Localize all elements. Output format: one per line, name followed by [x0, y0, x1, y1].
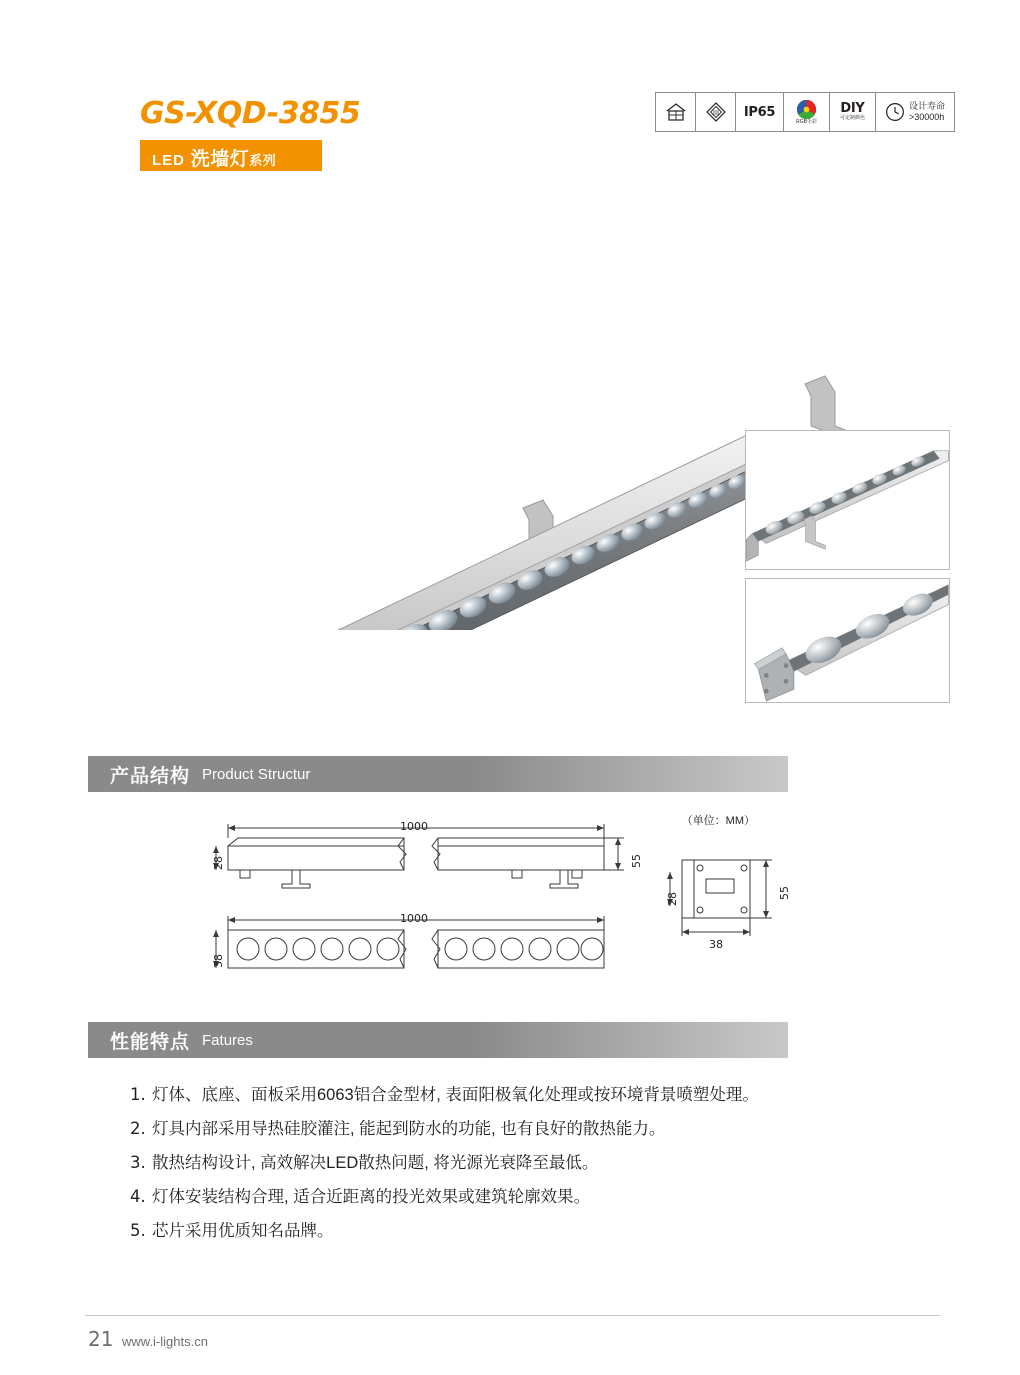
diy-label: DIY [840, 101, 865, 117]
list-item [130, 1146, 930, 1180]
svg-text:III: III [712, 109, 719, 117]
list-item-number: 3. [130, 1153, 146, 1172]
dim-side-height-right: 55 [630, 854, 643, 868]
dim-side-length: 1000 [400, 820, 428, 833]
rgb-circle-icon [796, 99, 817, 120]
page-footer [0, 1305, 1020, 1375]
series-suffix: 系列 [249, 153, 277, 168]
diy-sublabel: 可定制颜色 [839, 114, 865, 121]
dim-end-width: 38 [709, 938, 723, 951]
dim-end-height-left: 28 [666, 892, 679, 906]
ip65-label: IP65 [743, 104, 776, 120]
series-badge-label [152, 144, 276, 171]
footer-website: www.i-lights.cn [122, 1334, 208, 1349]
lifespan-line2: >30000h [908, 112, 945, 122]
list-item [130, 1180, 930, 1214]
series-lead: LED [152, 152, 185, 169]
list-item-text: 灯体安装结构合理, 适合近距离的投光效果或建筑轮廓效果。 [152, 1188, 591, 1206]
list-item-text: 灯体、底座、面板采用6063铝合金型材, 表面阳极氧化处理或按环境背景喷塑处理。 [152, 1086, 759, 1104]
class-iii-icon [696, 93, 736, 131]
thumbnail-1-image [746, 431, 949, 569]
diy-icon [830, 93, 876, 131]
dim-end-height-right: 55 [778, 886, 791, 900]
series-cn: 洗墙灯 [190, 149, 250, 170]
list-item-text: 芯片采用优质知名品牌。 [152, 1222, 334, 1240]
list-item-text: 散热结构设计, 高效解决LED散热问题, 将光源光衰降至最低。 [152, 1154, 599, 1172]
rgb-sublabel: RGB全彩 [796, 118, 817, 125]
list-item [130, 1078, 930, 1112]
dim-front-height: 38 [212, 954, 225, 968]
section-structure-cn: 产品结构 [110, 765, 191, 787]
list-item-number: 2. [130, 1119, 146, 1138]
page-header [0, 0, 1020, 200]
footer-divider [85, 1315, 940, 1316]
dim-side-height-left: 28 [212, 856, 225, 870]
section-structure-en: Product Structur [202, 765, 311, 783]
features-list [130, 1078, 930, 1248]
thumbnail-endcap-view [745, 578, 950, 703]
list-item [130, 1112, 930, 1146]
lifespan-line1: 设计寿命 [908, 100, 945, 111]
model-code: GS-XQD-3855 [140, 96, 361, 131]
thumbnail-angled-view [745, 430, 950, 570]
thumbnail-2-image [746, 579, 949, 702]
spec-icon-strip [655, 92, 955, 132]
rgb-icon [784, 93, 830, 131]
list-item-number: 5. [130, 1221, 146, 1240]
list-item-text: 灯具内部采用导热硅胶灌注, 能起到防水的功能, 也有良好的散热能力。 [152, 1120, 666, 1138]
section-features-en: Fatures [202, 1031, 253, 1049]
lifespan-icon [876, 93, 954, 131]
page-number: 21 [88, 1327, 114, 1351]
technical-drawing [0, 800, 1020, 1000]
product-photo-area [0, 200, 1020, 720]
section-features-cn: 性能特点 [110, 1031, 191, 1053]
list-item [130, 1214, 930, 1248]
clock-icon [885, 102, 905, 122]
dim-front-length: 1000 [400, 912, 428, 925]
section-header-features [88, 1022, 788, 1058]
ip65-icon [736, 93, 784, 131]
indoor-outdoor-icon [656, 93, 696, 131]
section-header-structure [88, 756, 788, 792]
list-item-number: 1. [130, 1085, 146, 1104]
series-badge [140, 140, 322, 171]
drawing-svg [0, 800, 1020, 1000]
list-item-number: 4. [130, 1187, 146, 1206]
unit-note: （单位：MM） [681, 815, 755, 827]
